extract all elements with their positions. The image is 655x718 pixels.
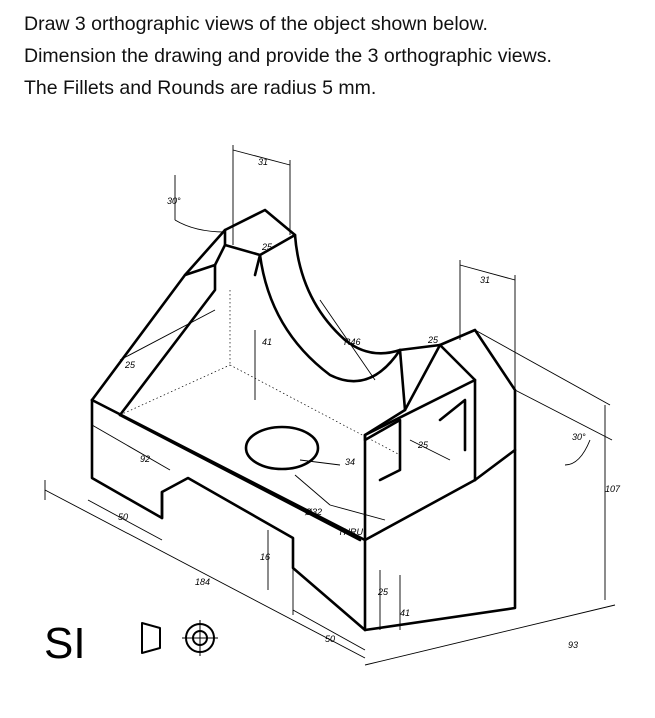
dim-25-depth-right: 25 — [418, 440, 429, 450]
dim-41-base: 41 — [400, 608, 411, 618]
dim-25-base: 25 — [378, 587, 389, 597]
dim-angle-30-left: 30° — [167, 196, 181, 206]
dim-25-slot-right: 25 — [428, 335, 439, 345]
dim-r46: R46 — [344, 337, 361, 347]
dim-50-cut-left: 50 — [118, 512, 129, 522]
dim-25-depth-left: 25 — [125, 360, 136, 370]
dim-angle-30-right: 30° — [572, 432, 586, 442]
dim-93: 93 — [568, 640, 579, 650]
dim-34: 34 — [345, 457, 356, 467]
units-label: SI — [44, 619, 86, 668]
dim-92: 92 — [140, 454, 151, 464]
dim-16: 16 — [260, 552, 271, 562]
dim-31-top-left: 31 — [258, 157, 269, 167]
dim-107: 107 — [605, 484, 621, 494]
dimension-labels — [118, 157, 621, 650]
dim-50-front: 50 — [325, 634, 336, 644]
dim-hole-32: Ø32 — [305, 507, 323, 517]
instruction-line-2: Dimension the drawing and provide the 3 orthographic views. — [24, 45, 552, 67]
dim-thru: THRU — [338, 527, 363, 537]
dim-184: 184 — [195, 577, 211, 587]
thru-hole — [246, 427, 318, 469]
dim-31-top-right: 31 — [480, 275, 491, 285]
instruction-line-3: The Fillets and Rounds are radius 5 mm. — [24, 77, 377, 99]
dim-25-slot-left: 25 — [262, 242, 273, 252]
dimension-lines — [45, 145, 615, 665]
dim-41-height: 41 — [262, 337, 273, 347]
instruction-line-1: Draw 3 orthographic views of the object shown below. — [24, 13, 488, 35]
third-angle-projection-icon — [142, 620, 218, 656]
projection-block — [44, 619, 218, 668]
object-outline — [92, 210, 515, 630]
